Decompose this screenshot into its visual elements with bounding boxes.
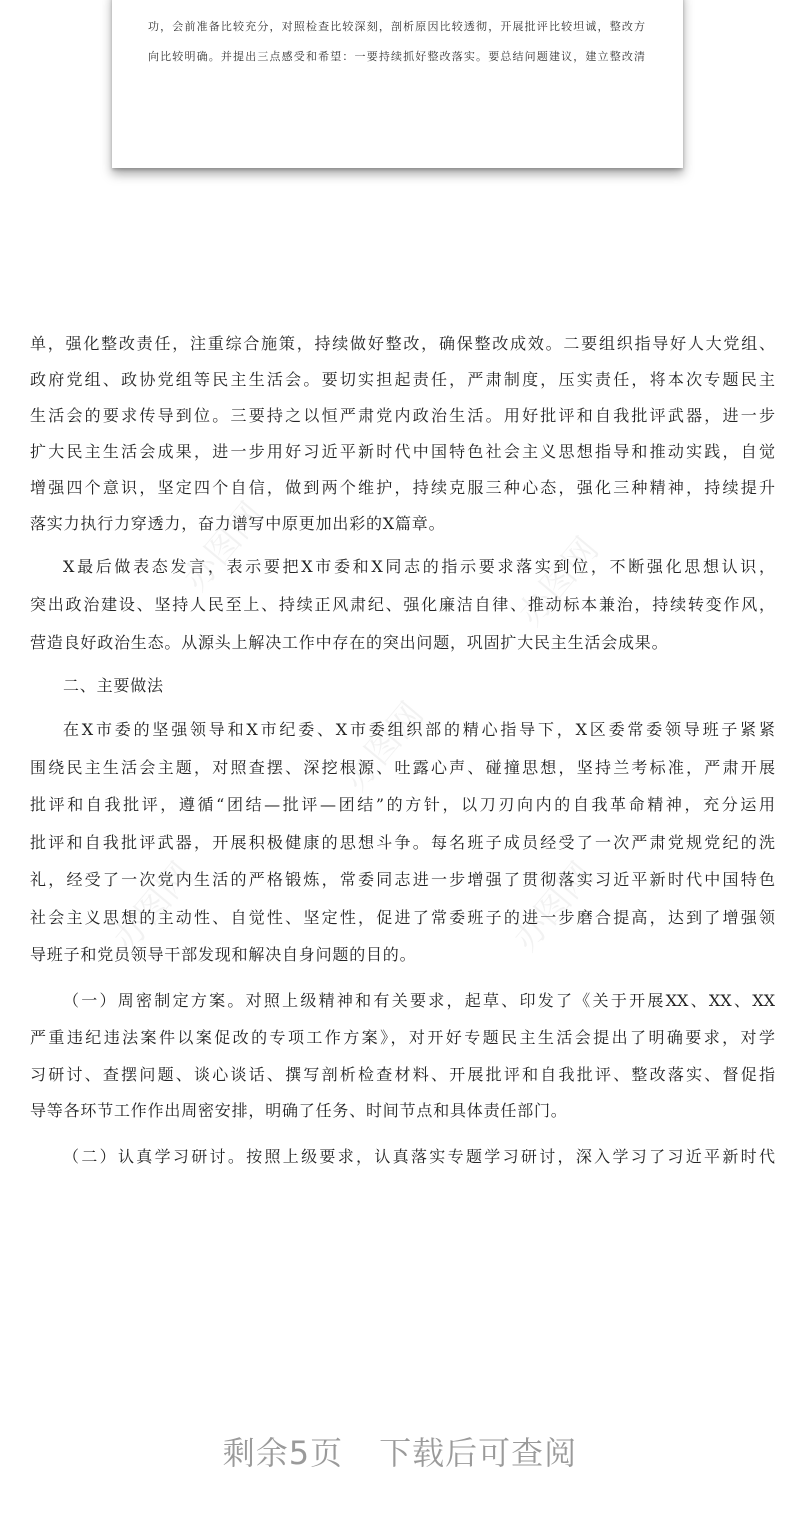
text-line: 批评和自我批评武器，开展积极健康的思想斗争。每名班子成员经受了一次严肃党规党纪的洗 (30, 833, 775, 852)
text-line: 围绕民主生活会主题，对照查摆、深挖根源、吐露心声、碰撞思想，坚持兰考标准，严肃开展 (30, 758, 775, 777)
text-line: 突出政治建设、坚持人民至上、持续正风肃纪、强化廉洁自律、推动标本兼治，持续转变作风， (30, 595, 775, 614)
text-line: 社会主义思想的主动性、自觉性、坚定性，促进了常委班子的进一步磨合提高，达到了增强领 (30, 908, 775, 927)
card-text-line: 功，会前准备比较充分，对照检查比较深刻，剖析原因比较透彻，开展批评比较坦诚，整改方 (148, 20, 645, 33)
text-line: 习研讨、查摆问题、谈心谈话、撰写剖析检查材料、开展批评和自我批评、整改落实、督促指 (30, 1065, 775, 1084)
text-line: 批评和自我批评，遵循“团结—批评—团结”的方针，以刀刃向内的自我革命精神，充分运用 (30, 795, 775, 814)
remaining-pages-label: 剩余5页 (222, 1434, 344, 1472)
text-line: 礼，经受了一次党内生活的严格锻炼，常委同志进一步增强了贯彻落实习近平新时代中国特色 (30, 870, 775, 889)
download-to-view-label: 下载后可查阅 (379, 1434, 578, 1472)
preview-page-card (112, 0, 683, 168)
text-line: 生活会的要求传导到位。三要持之以恒严肃党内政治生活。用好批评和自我批评武器，进一步 (30, 406, 775, 425)
text-line: （一）周密制定方案。对照上级精神和有关要求，起草、印发了《关于开展XX、XX、XX (63, 991, 775, 1010)
text-line: （二）认真学习研讨。按照上级要求，认真落实专题学习研讨，深入学习了习近平新时代 (63, 1147, 775, 1166)
text-line: 导班子和党员领导干部发现和解决自身问题的目的。 (30, 945, 417, 964)
text-line: 导等各环节工作作出周密安排，明确了任务、时间节点和具体责任部门。 (30, 1101, 568, 1120)
watermark: 办图网 (505, 854, 602, 959)
card-text-line: 向比较明确。并提出三点感受和希望：一要持续抓好整改落实。要总结问题建议，建立整改清 (148, 50, 645, 63)
text-line: X最后做表态发言，表示要把X市委和X同志的指示要求落实到位，不断强化思想认识， (63, 557, 775, 576)
text-line: 政府党组、政协党组等民主生活会。要切实担起责任，严肃制度，压实责任，将本次专题民主 (30, 370, 775, 389)
text-line: 营造良好政治生态。从源头上解决工作中存在的突出问题，巩固扩大民主生活会成果。 (30, 633, 669, 652)
text-line: 扩大民主生活会成果，进一步用好习近平新时代中国特色社会主义思想指导和推动实践，自觉 (30, 442, 775, 461)
watermark: 办图网 (510, 529, 607, 634)
section-heading: 二、主要做法 (63, 676, 164, 695)
text-line: 单，强化整改责任，注重综合施策，持续做好整改，确保整改成效。二要组织指导好人大党组、 (30, 334, 775, 353)
remaining-pages-notice[interactable] (0, 1428, 800, 1474)
watermark: 办图网 (335, 694, 432, 799)
watermark: 办图网 (105, 854, 202, 959)
text-line: 严重违纪违法案件以案促改的专项工作方案》，对开好专题民主生活会提出了明确要求，对学 (30, 1028, 775, 1047)
text-line: 增强四个意识，坚定四个自信，做到两个维护，持续克服三种心态，强化三种精神，持续提升 (30, 478, 775, 497)
text-line: 在X市委的坚强领导和X市纪委、X市委组织部的精心指导下，X区委常委领导班子紧紧 (63, 720, 775, 739)
watermark: 办图网 (175, 494, 272, 599)
text-line: 落实力执行力穿透力，奋力谱写中原更加出彩的X篇章。 (30, 514, 446, 533)
